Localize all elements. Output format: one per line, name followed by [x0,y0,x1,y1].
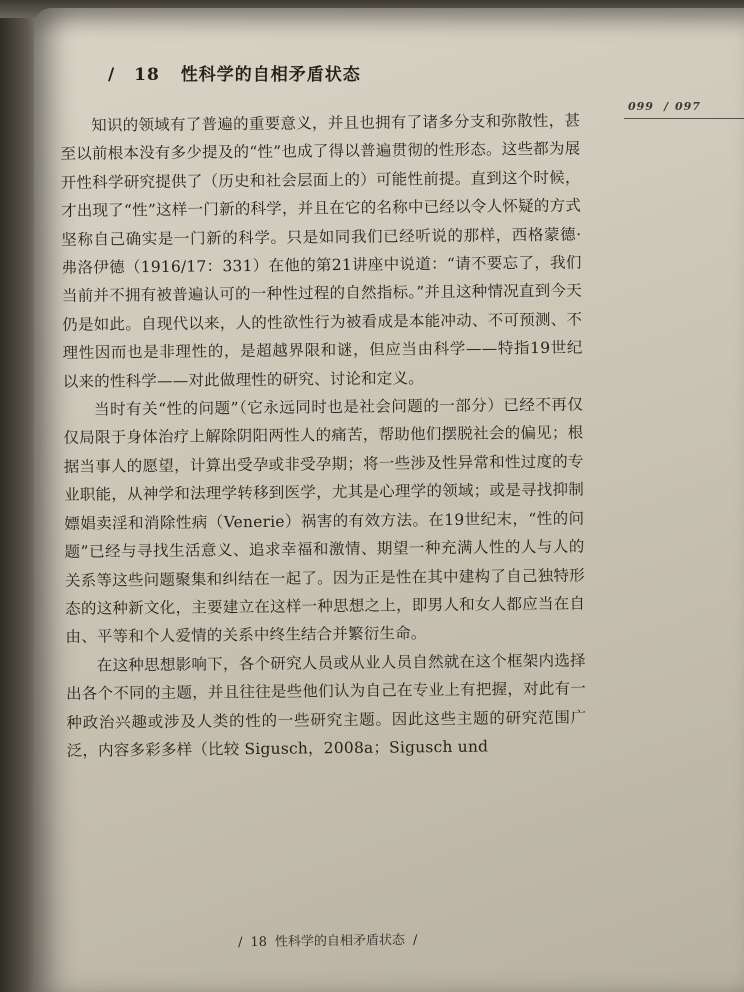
paragraph-3: 在这种思想影响下，各个研究人员或从业人员自然就在这个框架内选择出各个不同的主题，并且往往是些他们认为自己在专业上有把握，对此有一种政治兴趣或涉及人类的性的一些研究主题。因此这些主题的研究范围广泛，内容多彩多样（比较 Sigusch，2008a；Sigusch und [66,651,587,760]
body-text [60,107,587,766]
footer-title: 性科学的自相矛盾状态 [274,932,406,950]
folio-rule [624,118,744,119]
folio-page-number: 099 [628,100,654,113]
running-head [108,60,361,85]
paragraph-1: 知识的领域有了普遍的重要意义，并且也拥有了诸多分支和弥散性，甚至以前根本没有多少提及的“性”也成了得以普遍贯彻的性形态。这些都为展开性科学研究提供了（历史和社会层面上的）可能性前提。直到这个时候，才出现了“性”这样一门新的科学，并且在它的名称中已经以令人怀疑的方式坚称自己确实是一门新的科学。只是如同我们已经听说的那样，西格蒙德·弗洛伊德（1916/17：331）在他的第21讲座中说道：“请不要忘了，我们当前并不拥有被普遍认可的一种性过程的自然指标。”并且这种情况直到今天仍是如此。自现代以来，人的性欲性行为被看成是本能冲动、不可预测、不理性因而也是非理性的，是超越界限和谜，但应当由科学——特指19世纪以来的性科学——对此做理性的研究、讨论和定义。 [60,111,583,391]
folio-slash: / [663,100,669,113]
paragraph-2: 当时有关“性的问题”（它永远同时也是社会问题的一部分）已经不再仅仅局限于身体治疗上解除阴阳两性人的痛苦，帮助他们摆脱社会的偏见；根据当事人的愿望，计算出受孕或非受孕期；将一些涉及性异常和性过度的专业职能，从神学和法理学转移到医学，尤其是心理学的领域；或是寻找抑制嫖娼卖淫和消除性病（Venerie）祸害的有效方法。在19世纪末，“性的问题”已经与寻找生活意义、追求幸福和激情、期望一种充满人性的人与人的关系等这些问题聚集和纠结在一起了。因为正是性在其中建构了自己独特形态的这种新文化，主要建立在这样一种思想之上，即男人和女人都应当在自由、平等和个人爱情的关系中终生结合并繁衍生命。 [63,395,586,647]
chapter-number: 18 [134,65,160,85]
page-folio [628,100,701,113]
footer-slash-right: / [412,932,418,948]
chapter-title: 性科学的自相矛盾状态 [180,65,361,85]
footer-chapter-number: 18 [250,934,268,951]
folio-total: 097 [675,100,701,113]
footer-slash-left: / [237,935,243,951]
page-footer [238,929,426,951]
running-head-slash: / [108,65,116,85]
